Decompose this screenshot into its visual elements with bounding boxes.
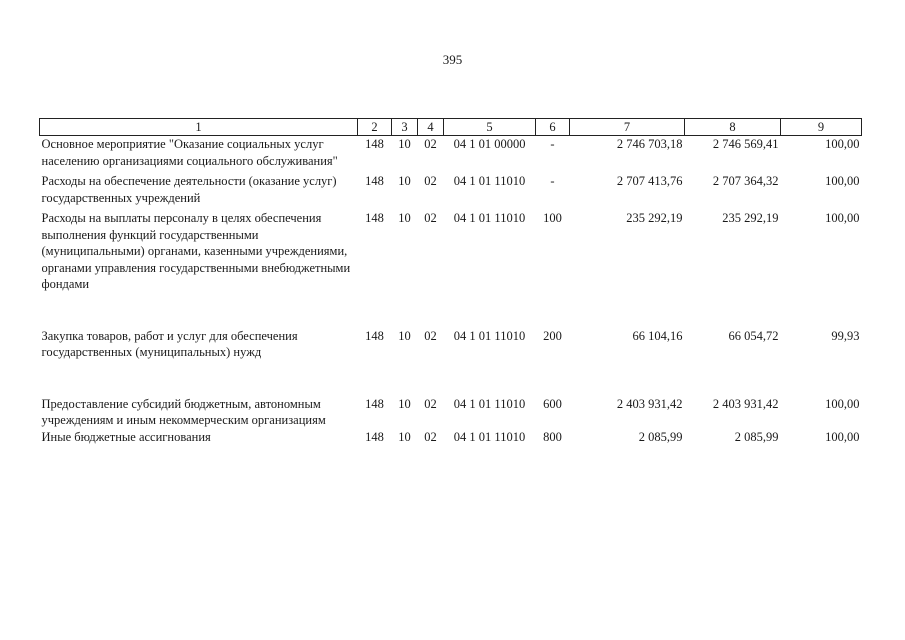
- executed-amount-cell: 66 054,72: [728, 328, 779, 343]
- admin-code-cell: 148: [365, 429, 384, 444]
- expense-type-cell: 100: [543, 211, 562, 225]
- executed-amount-cell: 235 292,19: [722, 211, 779, 225]
- executed-amount-cell: 2 085,99: [734, 429, 779, 444]
- target-article-cell: 04 1 01 11010: [453, 328, 526, 343]
- expense-type-cell: -: [550, 174, 555, 188]
- column-header: 1: [40, 119, 358, 136]
- executed-amount-cell: 2 746 569,41: [712, 137, 779, 151]
- column-header: 4: [418, 119, 444, 136]
- target-article-cell: 04 1 01 11010: [453, 429, 526, 444]
- target-article-cell: 04 1 01 11010: [453, 396, 526, 411]
- execution-percent-cell: 100,00: [825, 174, 860, 188]
- table-row: [40, 136, 862, 174]
- admin-code-cell: 148: [365, 211, 384, 225]
- expense-type-cell: -: [550, 137, 555, 151]
- admin-code-cell: 148: [365, 328, 384, 343]
- table-row: [40, 173, 862, 210]
- execution-percent-cell: 100,00: [825, 137, 860, 151]
- subsection-cell: 02: [424, 137, 437, 151]
- section-cell: 10: [398, 174, 411, 188]
- section-cell: 10: [398, 396, 411, 411]
- planned-amount-cell: 2 085,99: [638, 429, 683, 444]
- execution-percent-cell: 99,93: [831, 328, 860, 343]
- execution-percent-cell: 100,00: [825, 429, 860, 444]
- row-description: Иные бюджетные ассигнования: [41, 429, 211, 444]
- row-description: Расходы на обеспечение деятельности (оказание услуг) государственных учреждений: [41, 174, 337, 205]
- row-description: Предоставление субсидий бюджетным, автономным учреждениям и иным некоммерческим организациям: [41, 396, 326, 427]
- table-row: [40, 210, 862, 328]
- column-header: 3: [392, 119, 418, 136]
- column-header: 7: [570, 119, 685, 136]
- section-cell: 10: [398, 328, 411, 343]
- expense-type-cell: 200: [543, 328, 562, 343]
- subsection-cell: 02: [424, 211, 437, 225]
- planned-amount-cell: 66 104,16: [632, 328, 683, 343]
- column-header: 5: [444, 119, 536, 136]
- budget-execution-table: [39, 118, 862, 445]
- admin-code-cell: 148: [365, 396, 384, 411]
- column-header: 6: [536, 119, 570, 136]
- table-row: [40, 396, 862, 429]
- column-header: 9: [781, 119, 862, 136]
- column-header: 8: [685, 119, 781, 136]
- target-article-cell: 04 1 01 11010: [453, 211, 526, 225]
- planned-amount-cell: 2 707 413,76: [616, 174, 683, 188]
- target-article-cell: 04 1 01 11010: [453, 174, 526, 188]
- page-number: 395: [442, 52, 463, 67]
- column-header: 2: [358, 119, 392, 136]
- admin-code-cell: 148: [365, 174, 384, 188]
- expense-type-cell: 600: [543, 396, 562, 411]
- subsection-cell: 02: [424, 174, 437, 188]
- admin-code-cell: 148: [365, 137, 384, 151]
- section-cell: 10: [398, 137, 411, 151]
- section-cell: 10: [398, 211, 411, 225]
- execution-percent-cell: 100,00: [825, 211, 860, 225]
- table-header-row: [40, 119, 862, 136]
- planned-amount-cell: 235 292,19: [626, 211, 683, 225]
- planned-amount-cell: 2 403 931,42: [616, 396, 683, 411]
- subsection-cell: 02: [424, 328, 437, 343]
- row-description: Расходы на выплаты персоналу в целях обеспечения выполнения функций государственными (муниципальными) органами, казенными учреждениями, органами управления государственными внебюджетными фондами: [41, 211, 351, 291]
- row-description: Закупка товаров, работ и услуг для обеспечения государственных (муниципальных) нужд: [41, 328, 298, 359]
- planned-amount-cell: 2 746 703,18: [616, 137, 683, 151]
- target-article-cell: 04 1 01 00000: [453, 137, 526, 151]
- subsection-cell: 02: [424, 429, 437, 444]
- table-row: [40, 429, 862, 446]
- row-description: Основное мероприятие "Оказание социальных услуг населению организациями социального обслуживания": [41, 137, 338, 168]
- executed-amount-cell: 2 707 364,32: [712, 174, 779, 188]
- table-row: [40, 328, 862, 396]
- expense-type-cell: 800: [543, 429, 562, 444]
- execution-percent-cell: 100,00: [825, 396, 860, 411]
- section-cell: 10: [398, 429, 411, 444]
- executed-amount-cell: 2 403 931,42: [712, 396, 779, 411]
- subsection-cell: 02: [424, 396, 437, 411]
